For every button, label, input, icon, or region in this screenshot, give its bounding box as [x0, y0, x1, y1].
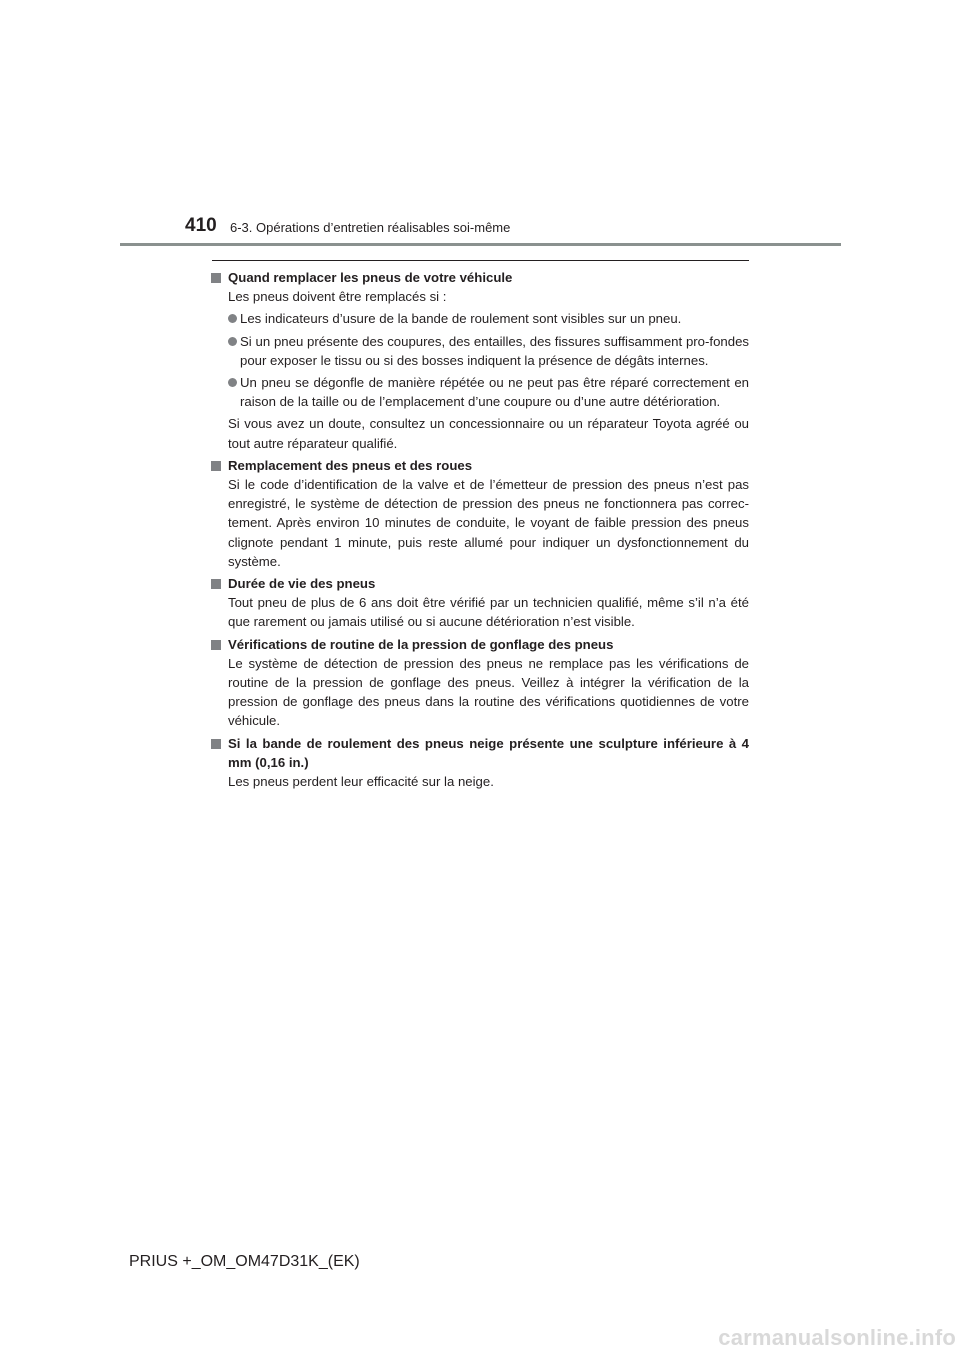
paragraph: Si le code d’identification de la valve et de l’émetteur de pression des pneus n’est pas enregistré, le système de détection de pression des pneus ne fonctionnera pas correc-tement. Après environ 10 minutes de conduite, le voyant de faible pression des pneus clignote pendant 1 minute, puis reste allumé pour indiquer un dysfonctionnement du système.: [228, 477, 749, 569]
paragraph: Les pneus doivent être remplacés si :: [228, 289, 447, 305]
round-bullet-icon: [228, 314, 237, 323]
section-heading: Si la bande de roulement des pneus neige présente une sculpture inférieure à 4 mm (0,16 in.): [211, 734, 749, 772]
paragraph: Le système de détection de pression des pneus ne remplace pas les vérifications de routine de la pression de gonflage des pneus. Veillez à intégrer la vérification de la pression de gonflage des pneus dans la routine des vérifications quotidiennes de votre véhicule.: [228, 655, 749, 729]
list-item: Si un pneu présente des coupures, des entailles, des fissures suffisamment pro-fondes pour exposer le tissu ou si des bosses indiquent la présence de dégâts internes.: [211, 332, 749, 370]
page-number: 410: [185, 215, 217, 236]
page-content: [211, 268, 749, 794]
header-divider: [120, 243, 841, 246]
list-item: Un pneu se dégonfle de manière répétée ou ne peut pas être réparé correctement en raison de la taille ou de l’emplacement d’une coupure ou d’une autre détérioration.: [211, 373, 749, 411]
section-heading: Durée de vie des pneus: [211, 574, 749, 593]
square-bullet-icon: [211, 273, 221, 283]
section-heading: Vérifications de routine de la pression de gonflage des pneus: [211, 635, 749, 654]
section-title: 6-3. Opérations d’entretien réalisables soi-même: [230, 220, 511, 235]
round-bullet-icon: [228, 378, 237, 387]
paragraph: Tout pneu de plus de 6 ans doit être vérifié par un technicien qualifié, même s’il n’a été que rarement ou jamais utilisé ou si aucune détérioration n’est visible.: [228, 595, 749, 630]
square-bullet-icon: [211, 739, 221, 749]
section-heading: Remplacement des pneus et des roues: [211, 456, 749, 475]
section-heading: Quand remplacer les pneus de votre véhicule: [211, 268, 749, 287]
paragraph: Si vous avez un doute, consultez un concessionnaire ou un réparateur Toyota agréé ou tout autre réparateur qualifié.: [228, 416, 749, 451]
round-bullet-icon: [228, 337, 237, 346]
list-item: Les indicateurs d’usure de la bande de roulement sont visibles sur un pneu.: [211, 309, 749, 328]
content-divider: [212, 260, 749, 261]
square-bullet-icon: [211, 579, 221, 589]
square-bullet-icon: [211, 461, 221, 471]
square-bullet-icon: [211, 640, 221, 650]
paragraph: Les pneus perdent leur efficacité sur la neige.: [228, 774, 494, 790]
watermark: carmanualsonline.info: [718, 1325, 956, 1350]
document-id: PRIUS +_OM_OM47D31K_(EK): [129, 1253, 360, 1270]
